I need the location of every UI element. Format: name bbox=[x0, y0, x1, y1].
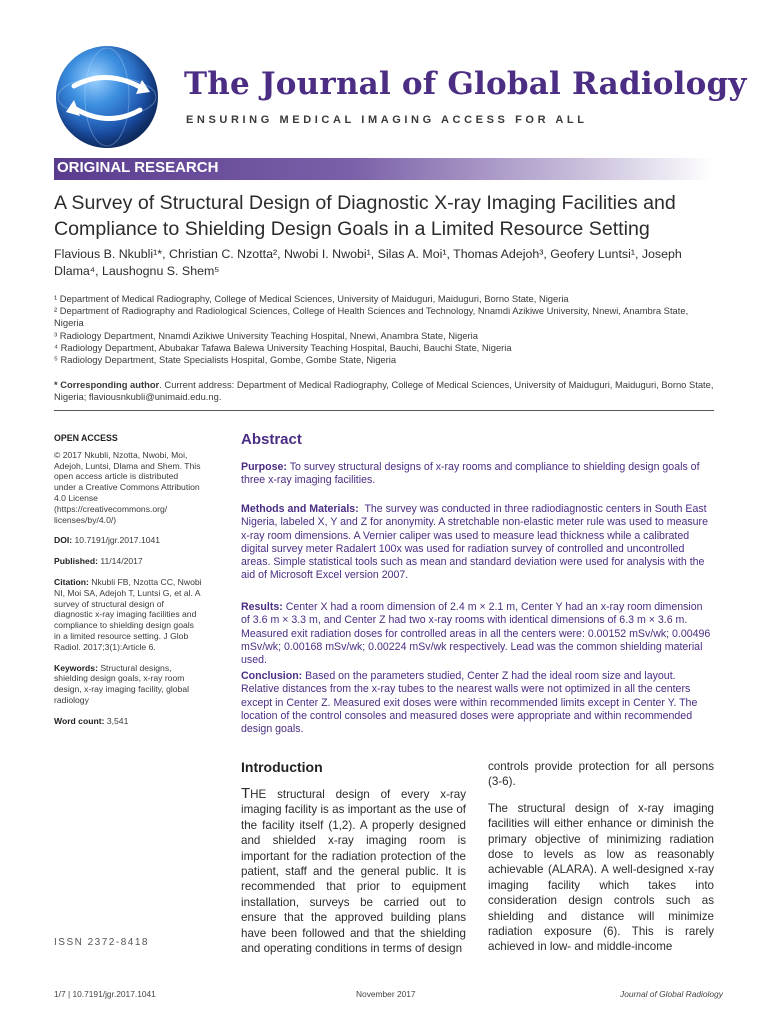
affiliation-5: ⁵ Radiology Department, State Specialists Hospital, Gombe, Gombe State, Nigeria bbox=[54, 354, 397, 366]
citation-label: Citation: bbox=[54, 576, 89, 587]
conclusion-text: Based on the parameters studied, Center Z had the ideal room size and layout. Relative distances from the x-ray tubes to the nearest walls were not optimized in all the centers except in Center Z. Measured exit doses were within recommended limits except in Center Y. The location of the control consoles and measured doses were appropriate and within recommended design goals. bbox=[241, 670, 698, 736]
abstract-results bbox=[241, 601, 714, 667]
open-access-label: OPEN ACCESS bbox=[54, 433, 118, 443]
keywords-value: Structural designs, shielding design goals, x-ray room design, x-ray imaging facility, global radiology bbox=[54, 662, 190, 705]
published-value: 11/14/2017 bbox=[100, 556, 143, 567]
wordcount-info bbox=[54, 716, 202, 727]
purpose-text: To survey structural designs of x-ray rooms and compliance to shielding design goals of three x-ray imaging facilities. bbox=[241, 461, 700, 487]
journal-title: The Journal of Global Radiology bbox=[184, 66, 747, 102]
introduction-paragraph-2: The structural design of x-ray imaging facilities will either enhance or diminish the primary objective of minimizing radiation dose to levels as low as reasonably achievable (ALARA). A well-designed x-ray imaging facility which takes into consideration design controls such as shielding and distance will minimize radiation exposure (6). This is rarely achieved in low- and middle-income bbox=[488, 801, 714, 954]
abstract-heading: Abstract bbox=[241, 431, 302, 448]
citation-value: Nkubli FB, Nzotta CC, Nwobi NI, Moi SA, Adejoh T, Luntsi G, et al. A survey of structural design of diagnostic x-ray imaging facilities and compliance to shielding design goals in a limited resource setting. J Glob Radiol. 2017;3(1):Article 6. bbox=[54, 576, 202, 652]
footer-page-doi: 1/7 | 10.7191/jgr.2017.1041 bbox=[54, 989, 156, 999]
doi-info bbox=[54, 535, 202, 546]
article-title: A Survey of Structural Design of Diagnostic X-ray Imaging Facilities and Compliance to Shielding Design Goals in a Limited Resource Setting bbox=[54, 192, 676, 240]
results-text: Center X had a room dimension of 2.4 m × 2.1 m, Center Y had an x-ray room dimension of 3.6 m × 3.3 m, and Center Z had two x-ray rooms with identical dimensions of 6.3 m × 3.6 m. Measured exit radiation doses for controlled areas in all the centers were: 0.00152 mSv/wk; 0.00496 mSv/wk; 0.00168 mSv/wk; 0.00224 mSv/wk respectively. Lead was the common shielding material used. bbox=[241, 601, 711, 667]
wordcount-value: 3,541 bbox=[106, 715, 129, 726]
journal-logo-globe-icon bbox=[56, 46, 158, 148]
results-label: Results: bbox=[241, 601, 283, 613]
copyright-notice: © 2017 Nkubli, Nzotta, Nwobi, Moi, Adejoh, Luntsi, Dlama and Shem. This open access article is distributed under a Creative Commons Attribution 4.0 License (https://creativecommons.org/ licenses/by/4.0/) bbox=[54, 449, 201, 525]
introduction-column-right bbox=[488, 759, 714, 963]
section-label: ORIGINAL RESEARCH bbox=[57, 159, 219, 176]
published-label: Published: bbox=[54, 556, 98, 567]
dropcap-letter: T bbox=[241, 786, 251, 802]
article-info-sidebar bbox=[54, 433, 202, 737]
affiliation-2: ² Department of Radiography and Radiological Sciences, College of Health Sciences and Technology, Nnamdi Azikiwe University, Nnewi, Anambra State, Nigeria bbox=[54, 305, 689, 329]
abstract-purpose bbox=[241, 461, 714, 488]
affiliation-3: ³ Radiology Department, Nnamdi Azikiwe University Teaching Hospital, Nnewi, Anambra State, Nigeria bbox=[54, 329, 478, 341]
footer-journal-name: Journal of Global Radiology bbox=[620, 989, 723, 999]
corresponding-text: . Current address: Department of Medical Radiography, College of Medical Sciences, University of Maiduguri, Maiduguri, Borno State, Nigeria; flaviousnkubli@unimaid.edu.ng. bbox=[54, 379, 714, 403]
keywords-info bbox=[54, 663, 202, 706]
introduction-paragraph-1-continued: controls provide protection for all persons (3-6). bbox=[488, 760, 714, 789]
keywords-label: Keywords: bbox=[54, 662, 98, 673]
conclusion-label: Conclusion: bbox=[241, 670, 303, 682]
affiliation-4: ⁴ Radiology Department, Abubakar Tafawa Balewa University Teaching Hospital, Bauchi, Bauchi State, Nigeria bbox=[54, 341, 512, 353]
abstract-conclusion bbox=[241, 670, 714, 736]
purpose-label: Purpose: bbox=[241, 461, 287, 473]
introduction-paragraph-1 bbox=[241, 786, 466, 956]
affiliation-1: ¹ Department of Medical Radiography, College of Medical Sciences, University of Maiduguri, Maiduguri, Borno State, Nigeria bbox=[54, 293, 569, 304]
doi-label: DOI: bbox=[54, 535, 73, 546]
header-divider bbox=[54, 410, 714, 411]
doi-value[interactable]: 10.7191/jgr.2017.1041 bbox=[74, 535, 161, 546]
citation-info bbox=[54, 577, 202, 653]
wordcount-label: Word count: bbox=[54, 715, 105, 726]
affiliations bbox=[54, 293, 714, 366]
journal-tagline: ENSURING MEDICAL IMAGING ACCESS FOR ALL bbox=[186, 114, 588, 126]
globe-arrows-graphic bbox=[56, 46, 158, 148]
introduction-column-left bbox=[241, 786, 466, 962]
methods-label: Methods and Materials: bbox=[241, 503, 359, 515]
corresponding-label: * Corresponding author bbox=[54, 379, 160, 390]
introduction-heading: Introduction bbox=[241, 759, 323, 775]
author-list: Flavious B. Nkubli¹*, Christian C. Nzotta², Nwobi I. Nwobi¹, Silas A. Moi¹, Thomas Adejoh³, Geofery Luntsi¹, Joseph Dlama⁴, Laushognu S. Shem⁵ bbox=[54, 247, 682, 278]
abstract-methods bbox=[241, 503, 714, 583]
issn-number: ISSN 2372-8418 bbox=[54, 937, 149, 948]
corresponding-author bbox=[54, 379, 714, 403]
methods-text: The survey was conducted in three radiodiagnostic centers in South East Nigeria, labeled X, Y and Z for anonymity. A stretchable non-elastic meter rule was used to measure x-ray room dimensions. A Vernier caliper was used to measure lead thickness while a calibrated digital survey meter Radalert 100x was used for radiation survey of controlled and uncontrolled areas. Simple statistical tools such as mean and standard deviation were used for analysis with the aid of Microsoft Excel version 2007. bbox=[241, 503, 708, 582]
introduction-paragraph-1-text: HE structural design of every x-ray imaging facility is as important as the use of the facility itself (1,2). A properly designed and shielded x-ray imaging room is important for the radiation protection of the patient, staff and the general public. It is recommended that prior to equipment installation, surveys be carried out to ensure that the approved building plans have been followed and that the shielding and operating conditions in terms of design bbox=[241, 788, 466, 956]
footer-date: November 2017 bbox=[356, 989, 416, 999]
published-info bbox=[54, 556, 202, 567]
